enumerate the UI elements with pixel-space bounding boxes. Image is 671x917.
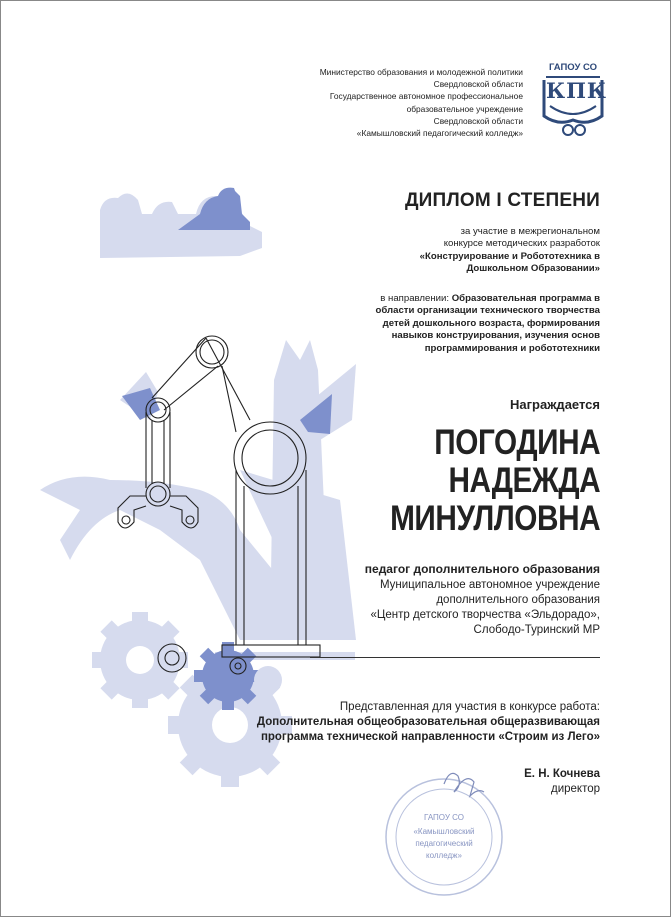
work-title-line: программа технической направленности «Строим из Лего»	[260, 731, 600, 743]
logo-main-text: КПК	[546, 78, 608, 103]
gear-dark	[194, 642, 262, 710]
divider	[310, 657, 600, 658]
diploma-title: ДИПЛОМ I СТЕПЕНИ	[404, 190, 600, 211]
ministry-line: Свердловской области	[433, 79, 523, 90]
gear-small-right	[254, 666, 282, 694]
ministry-line: Государственное автономное профессиональное	[329, 91, 523, 102]
name-line: ПОГОДИНА	[434, 423, 600, 462]
logo-emblem-icon	[538, 62, 608, 140]
org-line: «Центр детского творчества «Эльдорадо»,	[370, 609, 600, 621]
org-line: Слободо-Туринский МР	[473, 624, 600, 636]
signature-scribble	[444, 773, 484, 796]
org-line: Муниципальное автономное учреждение	[379, 579, 600, 591]
presented-work	[257, 700, 600, 745]
ministry-line: Свердловской области	[433, 115, 523, 126]
logo-top-text: ГАПОУ СО	[548, 62, 598, 73]
awardee-organization	[370, 578, 600, 638]
work-title-line: Дополнительная общеобразовательная общеразвивающая	[256, 716, 600, 728]
awardee-name	[390, 424, 600, 538]
ministry-line: образовательное учреждение	[406, 103, 523, 114]
awarded-label: Награждается	[510, 397, 600, 412]
participation-line: конкурсе методических разработок	[443, 238, 600, 250]
signer-block	[524, 767, 600, 797]
college-logo	[538, 62, 608, 140]
org-line: дополнительного образования	[436, 594, 600, 606]
ministry-line: Министерство образования и молодежной политики	[319, 67, 523, 77]
seal-line: ГАПОУ СО	[424, 813, 464, 822]
ministry-header	[320, 66, 523, 139]
name-line: МИНУЛЛОВНА	[389, 499, 600, 538]
ministry-line: «Камышловский педагогический колледж»	[356, 128, 523, 139]
seal-line: педагогический	[415, 839, 473, 848]
presented-label: Представленная для участия в конкурсе работа:	[339, 701, 600, 713]
name-line: НАДЕЖДА	[448, 461, 600, 500]
direction-prefix: в направлении:	[380, 293, 452, 304]
contest-block	[360, 226, 600, 276]
college-seal	[374, 762, 504, 902]
seal-line: колледж»	[426, 851, 462, 860]
awardee-position: педагог дополнительного образования	[364, 562, 600, 576]
direction-block	[370, 293, 600, 355]
participation-line: за участие в межрегиональном	[460, 226, 600, 237]
direction-text: Образовательная программа в области организации технического творчества детей дошкольного возраста, формирования навыков конструирования, изучения основ программирования и робототехники	[375, 293, 600, 354]
cloud-dark	[178, 188, 250, 230]
seal-line: «Камышловский	[413, 827, 475, 836]
contest-name: «Конструирование и Робототехника в Дошкольном Образовании»	[419, 250, 600, 275]
signer-role: директор	[550, 783, 600, 795]
signer-name: Е. Н. Кочнева	[524, 768, 600, 780]
